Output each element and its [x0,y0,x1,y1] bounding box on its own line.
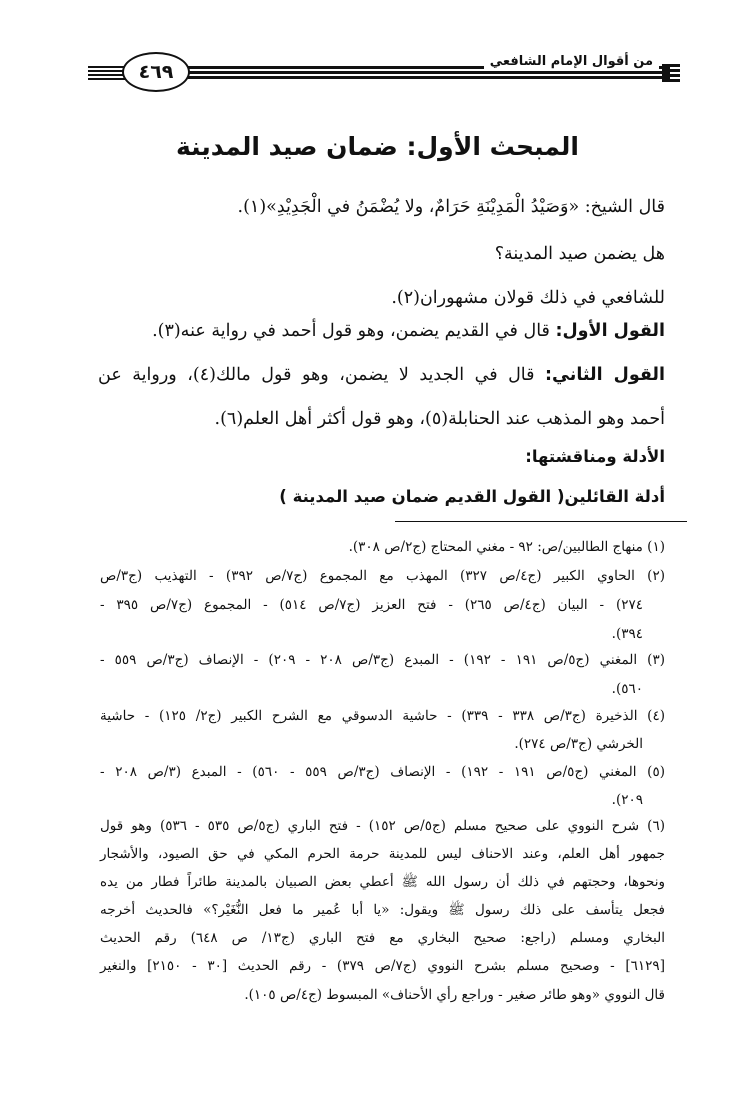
footnote-6-line7: قال النووي «وهو طائر صغير - وراجع رأي الأحناف» المبسوط (ج٤/ص ١٠٥). [244,987,665,1003]
footnote-2-line2: ٢٧٤) - البيان (ج٤/ص ٢٦٥) - فتح العزيز (ج٧/ص ٥١٤) - المجموع (ج٧/ص ٣٩٥ - [100,597,643,613]
second-view-continuation: أحمد وهو المذهب عند الحنابلة(٥)، وهو قول أكثر أهل العلم(٦). [214,409,665,429]
evidence-heading: الأدلة ومناقشتها: [525,447,665,466]
first-view-label: القول الأول: [555,321,665,341]
footnote-3: (٣) المغني (ج٥/ص ١٩١ - ١٩٢) - المبدع (ج٣/ص ٢٠٨ - ٢٠٩) - الإنصاف (ج٣/ص ٥٥٩ - [100,652,665,668]
second-view-text: قال في الجديد لا يضمن، وهو قول مالك(٤)، ورواية عن [98,365,535,385]
footnote-6-line3: ونحوها، وحجتهم في ذلك أن رسول الله ﷺ أعطي بعض الصبيان بالمدينة طائراً فطار من يده [100,874,665,890]
second-view [98,365,665,385]
footnote-4: (٤) الذخيرة (ج٣/ص ٣٣٨ - ٣٣٩) - حاشية الدسوقي مع الشرح الكبير (ج٢/ ١٢٥) - حاشية [100,708,665,724]
footnote-5: (٥) المغني (ج٥/ص ١٩١ - ١٩٢) - الإنصاف (ج٣/ص ٥٥٩ - ٥٦٠) - المبدع (٣/ص ٢٠٨ - [100,764,665,780]
footnote-6: (٦) شرح النووي على صحيح مسلم (ج٥/ص ١٥٢) - فتح الباري (ج٥/ص ٥٣٥ - ٥٣٦) وهو قول [100,818,665,834]
header-rule-left [88,66,126,80]
footnote-separator [395,521,687,522]
footnote-4-line2: الخرشي (ج٣/ص ٢٧٤). [514,736,643,752]
page-number: ٤٦٩ [122,52,190,92]
footnote-6-line4: فجعل يتأسف على ذلك رسول ﷺ ويقول: «يا أبا عُمير ما فعل النُّغَيْر؟» فالحديث أخرجه [100,902,665,918]
footnote-1: (١) منهاج الطالبين/ص: ٩٢ - مغني المحتاج (ج٢/ص ٣٠٨). [348,539,665,555]
second-view-label: القول الثاني: [545,365,665,385]
page-header [0,0,755,110]
footnote-6-line2: جمهور أهل العلم، وعند الاحناف ليس للمدينة حرمة الحرم المكي في حق الصيود، والأشجار [100,846,665,862]
footnote-3-line2: ٥٦٠). [611,681,643,697]
footnote-6-line6: [٦١٢٩] - وصحيح مسلم بشرح النووي (ج٧/ص ٣٧٩) - رقم الحديث [٣٠ - ٢١٥٠] والنغير [100,958,665,974]
section-title: المبحث الأول: ضمان صيد المدينة [176,132,579,161]
running-title: من أقوال الإمام الشافعي [484,54,659,69]
footnote-2: (٢) الحاوي الكبير (ج٤/ص ٣٢٧) المهذب مع المجموع (ج٧/ص ٣٩٢) - التهذيب (ج٣/ص [100,568,665,584]
paragraph-two-views: للشافعي في ذلك قولان مشهوران(٢). [391,288,665,308]
footnote-5-line2: ٢٠٩). [611,792,643,808]
first-view-text: قال في القديم يضمن، وهو قول أحمد في رواية عنه(٣). [152,321,550,341]
paragraph-quote: قال الشيخ: «وَصَيْدُ الْمَدِيْنَةِ حَرَامٌ، ولا يُضْمَنُ في الْجَدِيْدِ»(١). [237,197,665,217]
header-rule-cap [662,64,680,82]
paragraph-question: هل يضمن صيد المدينة؟ [494,244,665,264]
footnote-2-line3: ٣٩٤). [611,626,643,642]
first-view [152,321,665,341]
evidence-subheading: أدلة القائلين( القول القديم ضمان صيد المدينة ) [279,487,665,506]
footnote-6-line5: البخاري ومسلم (راجع: صحيح البخاري مع فتح الباري (ج١٣/ ص ٦٤٨) رقم الحديث [100,930,665,946]
